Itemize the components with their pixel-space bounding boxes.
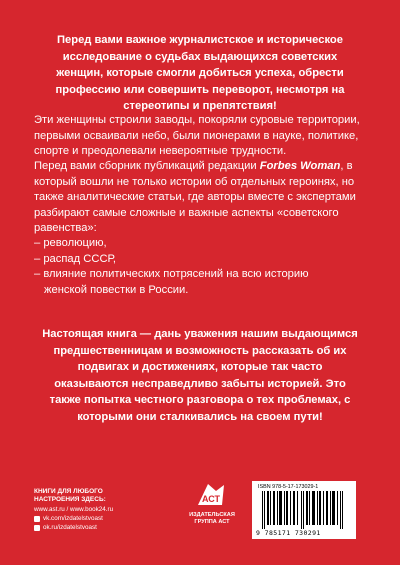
- cover-footer: [34, 484, 374, 548]
- list-item: – распад СССР,: [34, 252, 116, 265]
- brand-name: Forbes Woman: [259, 160, 341, 172]
- isbn-text: ISBN 978-5-17-173029-1: [258, 484, 319, 490]
- intro-text: Перед вами важное журналистское и историческое исследование о судьбах выдающихся советских женщин, которые смогли добиться успеха, обрести профессию или совершить переворот, несмотря на стереотипы и препятствия!: [55, 34, 345, 112]
- list-item: женской повестки в России.: [44, 283, 189, 296]
- vk-icon: [34, 516, 40, 522]
- paragraph-rest: , в который вошли не только истории об отдельных героинях, но также аналитические статьи, где авторы вместе с экспертами разбирают самые сложные и важные аспекты «советского равенства»:: [34, 160, 356, 234]
- publisher-name: ИЗДАТЕЛЬСКАЯ ГРУППА АСТ: [189, 512, 235, 525]
- paragraph-collection-description: [34, 159, 364, 237]
- list-item: – революцию,: [34, 237, 107, 249]
- paragraph-women-achievements: Эти женщины строили заводы, покоряли суровые территории, первыми осваивали небо, были пионерами в науке, политике, спорте и преодолевали невероятные трудности.: [34, 114, 360, 157]
- paragraph-lead: Перед вами сборник публикаций редакции: [34, 160, 260, 172]
- buy-books-heading: КНИГИ ДЛЯ ЛЮБОГО НАСТРОЕНИЯ ЗДЕСЬ:: [34, 488, 106, 503]
- websites-text: www.ast.ru / www.book24.ru: [34, 506, 114, 513]
- ast-logo-icon: [194, 481, 228, 509]
- list-item: – влияние политических потрясений на всю историю: [34, 268, 309, 280]
- topics-list: [34, 236, 364, 298]
- vk-link-text: vk.com/izdatelstvoast: [43, 515, 103, 522]
- ok-line: [34, 524, 154, 532]
- websites-line: [34, 506, 154, 514]
- ean-number: 9 785171 730291: [256, 529, 321, 537]
- closing-text: Настоящая книга — дань уважения нашим выдающимся предшественницам и возможность рассказать об их подвигах и достижениях, которые так часто оказываются несправедливо забыты историей. Это также попытка честного разговора о тех проблемах, с которыми они сталкивались на своем пути!: [42, 328, 358, 423]
- logo-text: АСТ: [201, 494, 221, 504]
- publisher-block: [182, 481, 242, 543]
- vk-line: [34, 515, 154, 523]
- barcode-panel: [252, 481, 356, 539]
- ok-icon: [34, 525, 40, 531]
- ok-link-text: ok.ru/izdatelstvoast: [43, 524, 97, 531]
- barcode-icon: [258, 491, 350, 529]
